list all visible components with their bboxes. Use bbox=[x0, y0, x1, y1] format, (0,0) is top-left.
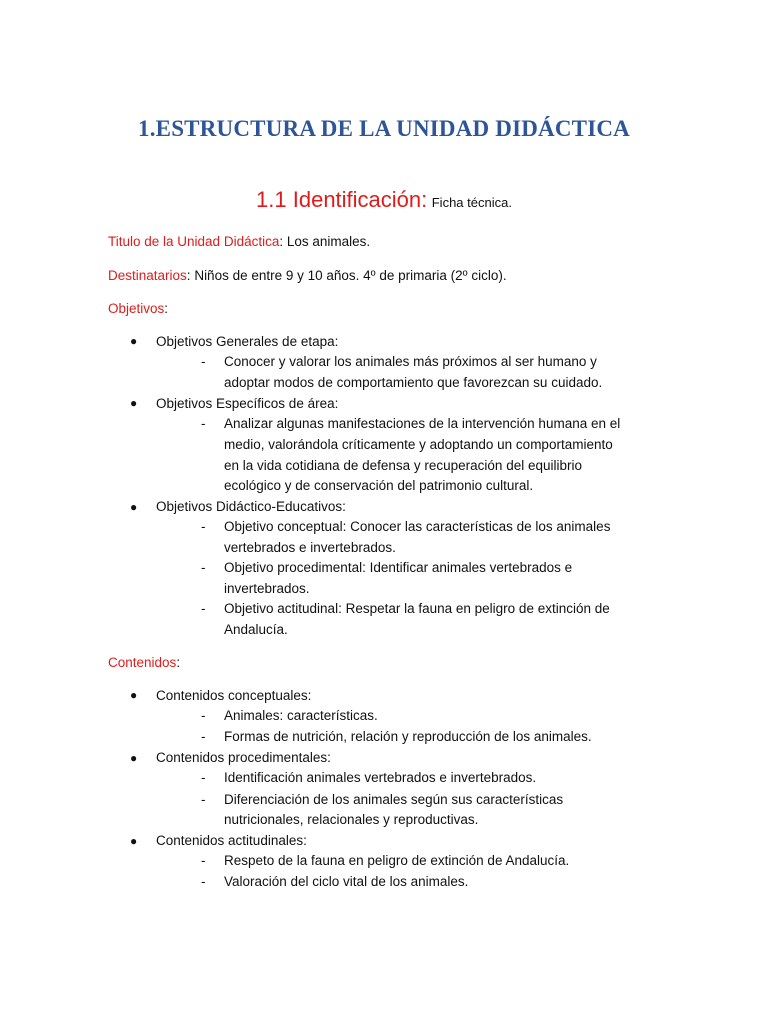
dash-icon: - bbox=[201, 354, 206, 369]
bullet-icon: ● bbox=[130, 396, 138, 410]
contenidos-sep: : bbox=[176, 655, 181, 670]
sub-item-line: medio, valorándola críticamente y adoptando un comportamiento bbox=[224, 437, 613, 452]
bullet-icon: ● bbox=[130, 751, 138, 765]
sub-item-line: Andalucía. bbox=[224, 622, 288, 637]
dash-icon: - bbox=[201, 416, 206, 431]
list-item: Objetivos Generales de etapa: bbox=[156, 334, 339, 349]
page-title: 1.ESTRUCTURA DE LA UNIDAD DIDÁCTICA bbox=[138, 116, 630, 141]
sub-item-line: ecológico y de conservación del patrimonio cultural. bbox=[224, 478, 534, 493]
titulo-line bbox=[108, 232, 370, 252]
objetivos-heading bbox=[108, 299, 168, 319]
section-heading-note: Ficha técnica. bbox=[431, 195, 512, 210]
sub-item-line: Animales: características. bbox=[224, 708, 378, 723]
dash-icon: - bbox=[201, 792, 206, 807]
bullet-icon: ● bbox=[130, 834, 138, 848]
objetivos-sep: : bbox=[164, 301, 169, 316]
titulo-sep: : bbox=[279, 234, 284, 249]
dash-icon: - bbox=[201, 560, 206, 575]
list-item: Objetivos Específicos de área: bbox=[156, 396, 339, 411]
destinatarios-label: Destinatarios bbox=[108, 268, 187, 283]
dash-icon: - bbox=[201, 770, 206, 785]
destinatarios-line bbox=[108, 266, 507, 286]
bullet-icon: ● bbox=[130, 500, 138, 514]
contenidos-label: Contenidos bbox=[108, 655, 177, 670]
dash-icon: - bbox=[201, 519, 206, 534]
bullet-icon: ● bbox=[130, 688, 138, 702]
titulo-value: Los animales. bbox=[283, 234, 371, 249]
list-item: Contenidos actitudinales: bbox=[156, 833, 307, 848]
sub-item-line: Objetivo procedimental: Identificar animales vertebrados e bbox=[224, 560, 573, 575]
sub-item-line: Objetivo actitudinal: Respetar la fauna en peligro de extinción de bbox=[224, 601, 610, 616]
sub-item-line: en la vida cotidiana de defensa y recuperación del equilibrio bbox=[224, 458, 582, 473]
bullet-icon: ● bbox=[130, 334, 138, 348]
objetivos-label: Objetivos bbox=[108, 301, 165, 316]
sub-item-line: invertebrados. bbox=[224, 581, 310, 596]
dash-icon: - bbox=[201, 729, 206, 744]
sub-item-line: nutricionales, relacionales y reproductivas. bbox=[224, 812, 479, 827]
sub-item-line: Diferenciación de los animales según sus características bbox=[224, 792, 564, 807]
section-heading-main: 1.1 Identificación: bbox=[256, 187, 428, 212]
sub-item-line: Analizar algunas manifestaciones de la intervención humana en el bbox=[224, 416, 621, 431]
sub-item-line: Formas de nutrición, relación y reproducción de los animales. bbox=[224, 729, 592, 744]
dash-icon: - bbox=[201, 874, 206, 889]
sub-item-line: Respeto de la fauna en peligro de extinción de Andalucía. bbox=[224, 853, 570, 868]
titulo-label: Titulo de la Unidad Didáctica bbox=[108, 234, 280, 249]
contenidos-heading bbox=[108, 653, 180, 673]
dash-icon: - bbox=[201, 601, 206, 616]
dash-icon: - bbox=[201, 853, 206, 868]
section-heading bbox=[0, 187, 768, 213]
dash-icon: - bbox=[201, 708, 206, 723]
list-item: Contenidos procedimentales: bbox=[156, 750, 331, 765]
sub-item-line: adoptar modos de comportamiento que favorezcan su cuidado. bbox=[224, 375, 603, 390]
sub-item-line: vertebrados e invertebrados. bbox=[224, 540, 396, 555]
list-item: Objetivos Didáctico-Educativos: bbox=[156, 499, 346, 514]
sub-item-line: Conocer y valorar los animales más próximos al ser humano y bbox=[224, 354, 597, 369]
list-item: Contenidos conceptuales: bbox=[156, 688, 312, 703]
sub-item-line: Identificación animales vertebrados e invertebrados. bbox=[224, 770, 537, 785]
sub-item-line: Valoración del ciclo vital de los animales. bbox=[224, 874, 469, 889]
destinatarios-sep: : bbox=[186, 268, 191, 283]
destinatarios-value: Niños de entre 9 y 10 años. 4º de primaria (2º ciclo). bbox=[190, 268, 507, 283]
sub-item-line: Objetivo conceptual: Conocer las características de los animales bbox=[224, 519, 611, 534]
